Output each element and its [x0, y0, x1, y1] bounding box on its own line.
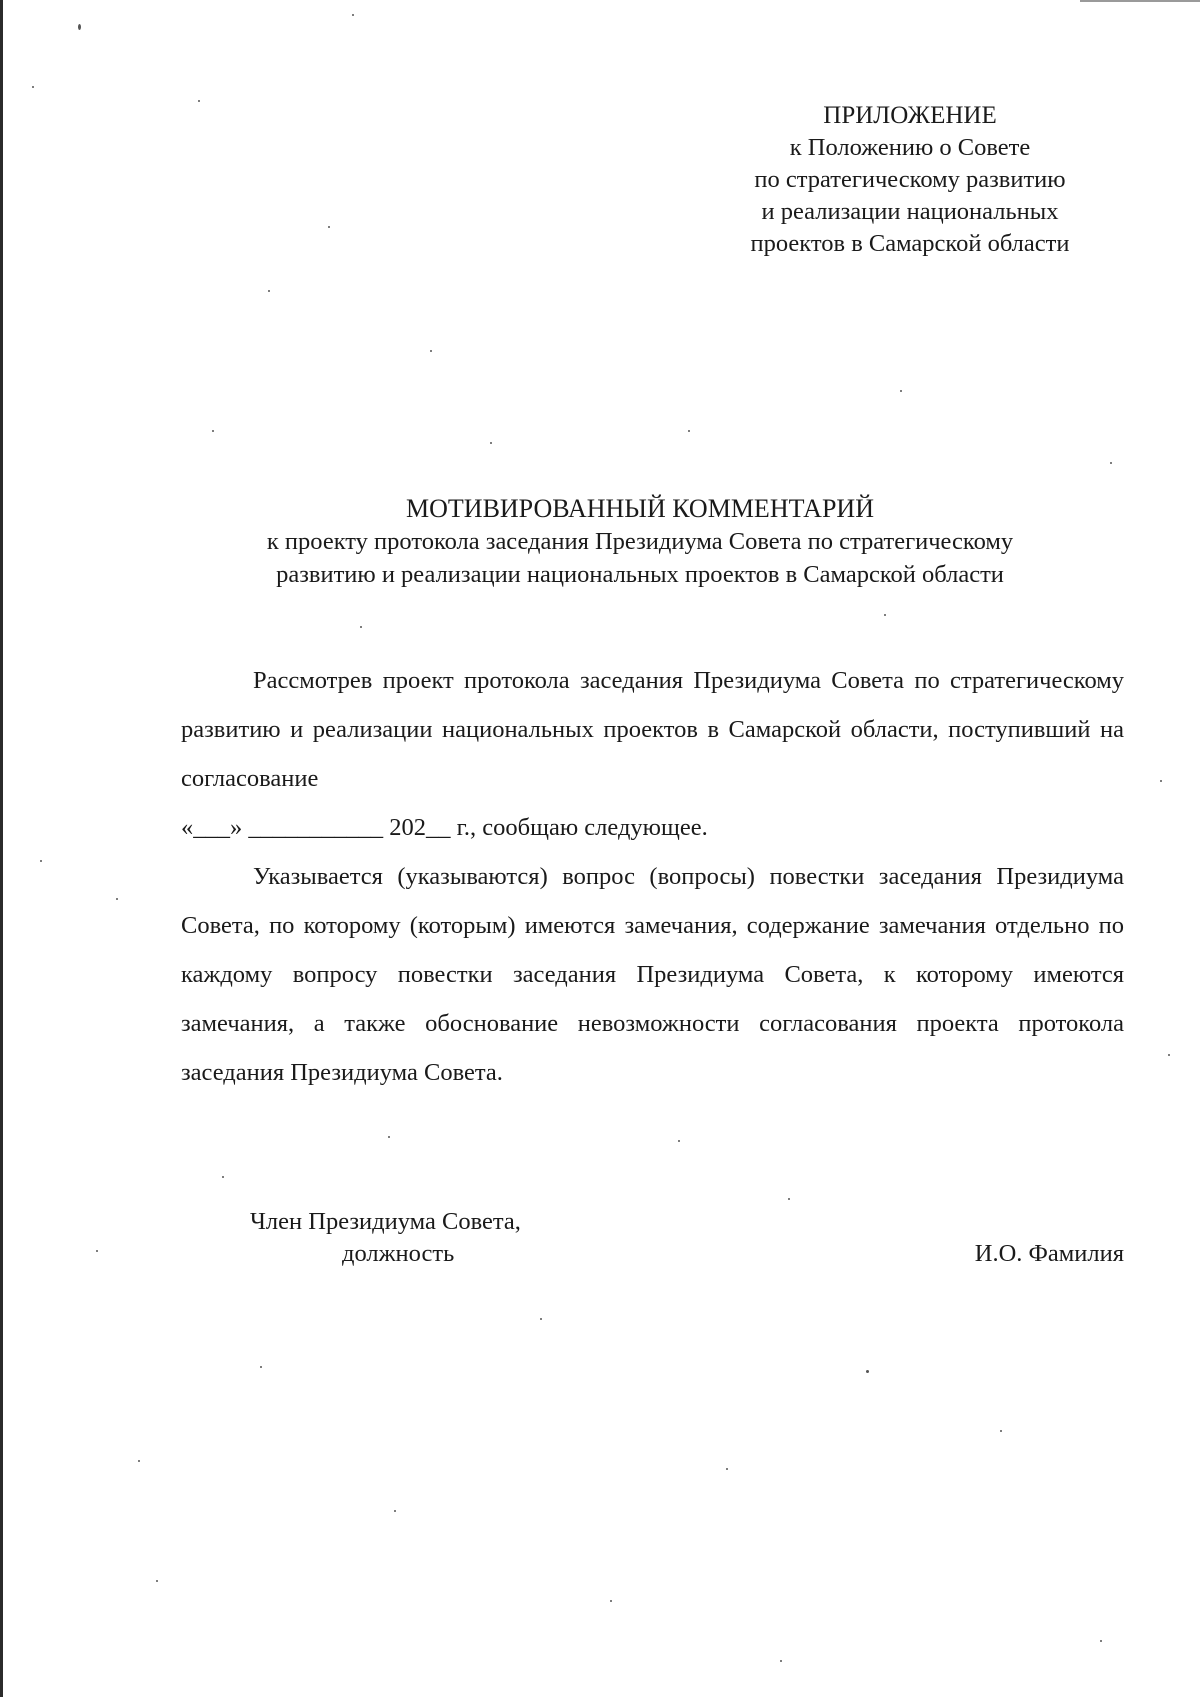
- scan-speck: [268, 290, 270, 292]
- body-paragraph-1: Рассмотрев проект протокола заседания Президиума Совета по стратегическому развитию и реализации национальных проектов в Самарской области, поступивший на согласование: [181, 667, 1124, 792]
- scan-speck: [688, 430, 690, 432]
- scan-speck: [198, 100, 200, 102]
- scan-speck: [394, 1510, 396, 1512]
- scan-speck: [1168, 1054, 1170, 1056]
- scan-speck: [430, 350, 432, 352]
- scan-speck: [260, 1366, 262, 1368]
- scan-speck: [490, 442, 492, 444]
- scan-speck: [78, 24, 81, 30]
- scan-speck: [1110, 462, 1112, 464]
- scan-speck: [780, 1660, 782, 1662]
- scan-speck: [1100, 1640, 1102, 1642]
- scan-speck: [360, 626, 362, 628]
- document-body: [181, 656, 1124, 1097]
- appendix-title: ПРИЛОЖЕНИЕ: [823, 102, 997, 129]
- scan-left-edge: [0, 0, 3, 1697]
- scan-speck: [1160, 780, 1162, 782]
- scan-speck: [96, 1250, 98, 1252]
- appendix-block: [690, 100, 1130, 260]
- signer-position-line2: должность: [342, 1240, 455, 1267]
- scan-speck: [1000, 1430, 1002, 1432]
- scan-speck: [138, 1460, 140, 1462]
- scan-speck: [32, 86, 34, 88]
- body-paragraph-2: Указывается (указываются) вопрос (вопросы) повестки заседания Президиума Совета, по которому (которым) имеются замечания, содержание замечания отдельно по каждому вопросу повестки заседания Президиума Совета, к которому имеются замечания, а также обоснование невозможности согласования проекта протокола заседания Президиума Совета.: [181, 863, 1124, 1086]
- signer-position-line1: Член Президиума Совета,: [250, 1208, 521, 1235]
- scan-speck: [328, 226, 330, 228]
- date-line: «___» ___________ 202__ г., сообщаю следующее.: [181, 814, 708, 841]
- scan-speck: [678, 1140, 680, 1142]
- scan-speck: [352, 14, 354, 16]
- appendix-line: проектов в Самарской области: [750, 230, 1070, 257]
- scan-speck: [884, 614, 886, 616]
- scan-speck: [866, 1370, 869, 1373]
- document-subtitle-line: развитию и реализации национальных проектов в Самарской области: [276, 561, 1004, 588]
- document-title: МОТИВИРОВАННЫЙ КОММЕНТАРИЙ: [406, 494, 874, 523]
- scan-speck: [540, 1318, 542, 1320]
- document-subtitle-line: к проекту протокола заседания Президиума Совета по стратегическому: [266, 528, 1014, 555]
- scan-speck: [610, 1600, 612, 1602]
- scan-speck: [222, 1176, 224, 1178]
- scan-speck: [156, 1580, 158, 1582]
- appendix-line: к Положению о Совете: [789, 134, 1031, 161]
- scan-speck: [726, 1468, 728, 1470]
- scan-speck: [212, 430, 214, 432]
- document-heading: [160, 492, 1120, 591]
- signer-position: [250, 1206, 521, 1270]
- signer-name: И.О. Фамилия: [974, 1240, 1124, 1267]
- scan-top-edge: [1080, 0, 1200, 2]
- appendix-line: и реализации национальных: [761, 198, 1059, 225]
- scan-speck: [40, 860, 42, 862]
- scan-speck: [116, 898, 118, 900]
- appendix-line: по стратегическому развитию: [754, 166, 1066, 193]
- scan-speck: [388, 1136, 390, 1138]
- scan-speck: [900, 390, 902, 392]
- scan-speck: [788, 1198, 790, 1200]
